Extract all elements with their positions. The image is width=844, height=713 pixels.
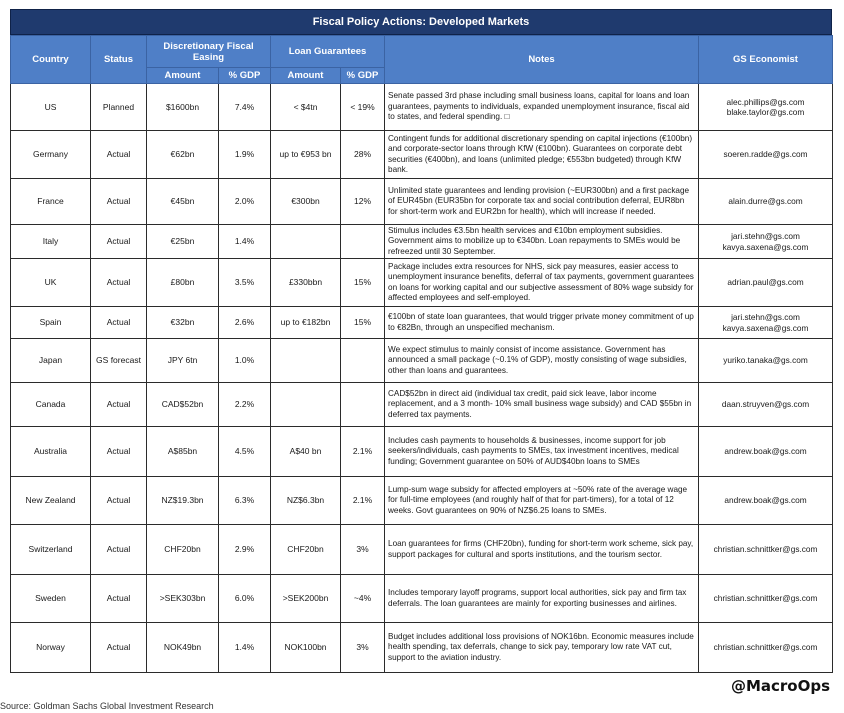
cell-notes: Senate passed 3rd phase including small business loans, capital for loans and loan guarantees, payments to individuals, expanded unemployment insurance, fiscal aid to states, and federal spending. □ [385, 84, 699, 131]
cell-loan-amount: < $4tn [271, 84, 341, 131]
cell-amount: €32bn [147, 307, 219, 339]
cell-loan-amount: >SEK200bn [271, 575, 341, 623]
fiscal-policy-table [10, 35, 833, 673]
cell-notes: Stimulus includes €3.5bn health services and €10bn employment subsidies. Government aims to mobilize up to €340bn. Loan repayments to SMEs would be refreezed until 30 September. [385, 225, 699, 259]
header-discretionary: Discretionary Fiscal Easing [147, 36, 271, 68]
cell-country: France [11, 179, 91, 225]
cell-economist: jari.stehn@gs.com kavya.saxena@gs.com [699, 225, 833, 259]
cell-status: Actual [91, 307, 147, 339]
cell-status: Actual [91, 525, 147, 575]
cell-notes: Includes cash payments to households & businesses, income support for job seekers/individuals, cash payments to SMEs, tax investment incentives, medical funding; Government guarantee on 50% of AUD$40bn loans to SMEs [385, 427, 699, 477]
cell-economist: daan.struyven@gs.com [699, 383, 833, 427]
cell-economist: christian.schnittker@gs.com [699, 525, 833, 575]
cell-country: UK [11, 259, 91, 307]
cell-loan-amount: NOK100bn [271, 623, 341, 673]
cell-notes: Loan guarantees for firms (CHF20bn), funding for short-term work scheme, sick pay, support packages for cultural and sports institutions, and the tourism sector. [385, 525, 699, 575]
cell-amount: NOK49bn [147, 623, 219, 673]
cell-pct-gdp: 6.0% [219, 575, 271, 623]
table-row [11, 427, 833, 477]
table-row [11, 623, 833, 673]
cell-notes: Package includes extra resources for NHS, sick pay measures, easier access to unemployment insurance benefits, deferral of tax payments, government guarantees on loans for working capital and our subjective assessment of 80% wage subsidy for affected employees and self-employed. [385, 259, 699, 307]
cell-economist: adrian.paul@gs.com [699, 259, 833, 307]
cell-loan-pct-gdp: 2.1% [341, 427, 385, 477]
cell-loan-pct-gdp: 3% [341, 525, 385, 575]
cell-pct-gdp: 2.0% [219, 179, 271, 225]
cell-country: New Zealand [11, 477, 91, 525]
cell-status: Actual [91, 225, 147, 259]
header-economist: GS Economist [699, 36, 833, 84]
header-loan-pct-gdp: % GDP [341, 68, 385, 84]
header-amount: Amount [147, 68, 219, 84]
table-row [11, 575, 833, 623]
cell-amount: $1600bn [147, 84, 219, 131]
cell-pct-gdp: 1.9% [219, 131, 271, 179]
cell-loan-pct-gdp: 12% [341, 179, 385, 225]
cell-country: Switzerland [11, 525, 91, 575]
table-body [11, 84, 833, 673]
cell-country: Germany [11, 131, 91, 179]
cell-loan-amount: A$40 bn [271, 427, 341, 477]
cell-country: Spain [11, 307, 91, 339]
cell-amount: NZ$19.3bn [147, 477, 219, 525]
header-loan-amount: Amount [271, 68, 341, 84]
cell-status: Actual [91, 623, 147, 673]
cell-pct-gdp: 1.0% [219, 339, 271, 383]
cell-pct-gdp: 2.9% [219, 525, 271, 575]
cell-pct-gdp: 2.2% [219, 383, 271, 427]
cell-loan-amount: up to €953 bn [271, 131, 341, 179]
cell-status: Actual [91, 259, 147, 307]
cell-amount: >SEK303bn [147, 575, 219, 623]
cell-pct-gdp: 7.4% [219, 84, 271, 131]
cell-notes: Contingent funds for additional discretionary spending on capital injections (€100bn) and corporate-sector loans through KfW (€100bn). Guarantees on corporate debt securities (€400bn), and loans (unlimited pledge; €553bn budgeted) through KfW bank. [385, 131, 699, 179]
cell-economist: jari.stehn@gs.com kavya.saxena@gs.com [699, 307, 833, 339]
cell-loan-pct-gdp [341, 225, 385, 259]
cell-status: Actual [91, 131, 147, 179]
cell-loan-pct-gdp: ~4% [341, 575, 385, 623]
cell-pct-gdp: 1.4% [219, 623, 271, 673]
cell-loan-pct-gdp [341, 383, 385, 427]
cell-country: Sweden [11, 575, 91, 623]
cell-status: Actual [91, 477, 147, 525]
table-row [11, 179, 833, 225]
cell-amount: A$85bn [147, 427, 219, 477]
cell-amount: CAD$52bn [147, 383, 219, 427]
table-row [11, 525, 833, 575]
cell-amount: JPY 6tn [147, 339, 219, 383]
cell-notes: We expect stimulus to mainly consist of income assistance. Government has announced a small package (~0.1% of GDP), mostly consisting of wage subsidies, other than loans and guarantees. [385, 339, 699, 383]
cell-loan-pct-gdp: 15% [341, 307, 385, 339]
cell-loan-pct-gdp: 3% [341, 623, 385, 673]
fiscal-policy-table-container [10, 9, 832, 673]
table-title: Fiscal Policy Actions: Developed Markets [10, 9, 832, 35]
header-notes: Notes [385, 36, 699, 84]
cell-amount: CHF20bn [147, 525, 219, 575]
cell-status: Actual [91, 575, 147, 623]
cell-notes: Lump-sum wage subsidy for affected employers at ~50% rate of the average wage for full-time employees (and roughly half of that for part-timers), for a total of 12 weeks. Govt guarantees on 90% of NZ$6.25 loans to SMEs. [385, 477, 699, 525]
watermark-handle: @MacroOps [730, 677, 830, 695]
cell-status: Actual [91, 179, 147, 225]
cell-notes: €100bn of state loan guarantees, that would trigger private money commitment of up to €82Bn, through an unspecified mechanism. [385, 307, 699, 339]
cell-amount: €62bn [147, 131, 219, 179]
cell-economist: alain.durre@gs.com [699, 179, 833, 225]
cell-pct-gdp: 3.5% [219, 259, 271, 307]
header-loan-guarantees: Loan Guarantees [271, 36, 385, 68]
cell-country: Canada [11, 383, 91, 427]
header-country: Country [11, 36, 91, 84]
cell-loan-amount: €300bn [271, 179, 341, 225]
cell-pct-gdp: 1.4% [219, 225, 271, 259]
table-row [11, 131, 833, 179]
cell-loan-amount: £330bbn [271, 259, 341, 307]
cell-loan-pct-gdp: < 19% [341, 84, 385, 131]
cell-status: Actual [91, 383, 147, 427]
cell-economist: andrew.boak@gs.com [699, 427, 833, 477]
cell-loan-amount [271, 383, 341, 427]
cell-loan-pct-gdp: 28% [341, 131, 385, 179]
header-pct-gdp: % GDP [219, 68, 271, 84]
cell-pct-gdp: 6.3% [219, 477, 271, 525]
cell-notes: Includes temporary layoff programs, support local authorities, sick pay and firm tax deferrals. The loan guarantees are mainly for exporting businesses and airlines. [385, 575, 699, 623]
table-row [11, 225, 833, 259]
cell-status: Planned [91, 84, 147, 131]
cell-loan-pct-gdp: 2.1% [341, 477, 385, 525]
cell-economist: alec.phillips@gs.com blake.taylor@gs.com [699, 84, 833, 131]
cell-loan-amount: CHF20bn [271, 525, 341, 575]
cell-notes: Unlimited state guarantees and lending provision (~EUR300bn) and a first package of EUR45bn (EUR35bn for corporate tax and social contribution deferral, EUR8bn for short-term work and EUR2bn for health), which will increase if needed. [385, 179, 699, 225]
table-row [11, 84, 833, 131]
table-row [11, 383, 833, 427]
cell-pct-gdp: 4.5% [219, 427, 271, 477]
cell-status: Actual [91, 427, 147, 477]
cell-amount: €25bn [147, 225, 219, 259]
cell-country: US [11, 84, 91, 131]
cell-country: Italy [11, 225, 91, 259]
cell-country: Norway [11, 623, 91, 673]
cell-notes: CAD$52bn in direct aid (individual tax credit, paid sick leave, labor income replacement, and a 3 month- 10% small business wage subsidy) and CAD $55bn in deferred tax payments. [385, 383, 699, 427]
table-row [11, 339, 833, 383]
cell-loan-amount: up to €182bn [271, 307, 341, 339]
cell-economist: christian.schnittker@gs.com [699, 623, 833, 673]
cell-country: Australia [11, 427, 91, 477]
cell-loan-amount: NZ$6.3bn [271, 477, 341, 525]
header-status: Status [91, 36, 147, 84]
cell-economist: soeren.radde@gs.com [699, 131, 833, 179]
source-note: Source: Goldman Sachs Global Investment Research [0, 701, 214, 711]
table-row [11, 307, 833, 339]
cell-economist: andrew.boak@gs.com [699, 477, 833, 525]
cell-amount: €45bn [147, 179, 219, 225]
cell-economist: yuriko.tanaka@gs.com [699, 339, 833, 383]
cell-loan-amount [271, 339, 341, 383]
cell-notes: Budget includes additional loss provisions of NOK16bn. Economic measures include health spending, tax deferrals, change to sick pay, temporary low rate VAT cut, support to the aviation industry. [385, 623, 699, 673]
cell-pct-gdp: 2.6% [219, 307, 271, 339]
cell-country: Japan [11, 339, 91, 383]
cell-loan-amount [271, 225, 341, 259]
table-row [11, 477, 833, 525]
cell-amount: £80bn [147, 259, 219, 307]
cell-status: GS forecast [91, 339, 147, 383]
cell-loan-pct-gdp [341, 339, 385, 383]
cell-economist: christian.schnittker@gs.com [699, 575, 833, 623]
table-row [11, 259, 833, 307]
cell-loan-pct-gdp: 15% [341, 259, 385, 307]
